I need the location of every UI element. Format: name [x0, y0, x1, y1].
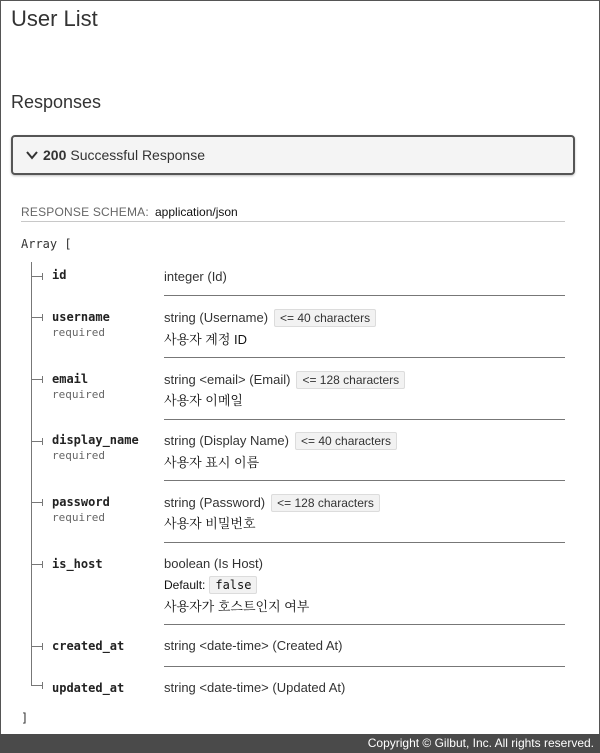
schema-label: RESPONSE SCHEMA:: [21, 205, 149, 219]
page-title: User List: [11, 6, 98, 31]
property-name: username: [52, 310, 110, 324]
constraint-badge: <= 128 characters: [271, 494, 380, 512]
property-type: [164, 432, 397, 450]
property-type: string <date-time> (Created At): [164, 638, 343, 653]
response-schema-row: [21, 200, 565, 222]
property-description: 사용자 이메일: [164, 393, 243, 408]
property-separator: [164, 666, 565, 667]
property-type: string <date-time> (Updated At): [164, 680, 346, 695]
property-description: 사용자 표시 이름: [164, 455, 260, 470]
property-name: is_host: [52, 557, 103, 571]
tree-branch: [31, 502, 42, 503]
default-value: false: [209, 576, 257, 594]
responses-heading: Responses: [11, 92, 102, 112]
tree-branch: [31, 564, 42, 565]
type-text: string (Password): [164, 495, 266, 510]
tree-line: [31, 262, 32, 685]
tree-branch: [31, 441, 42, 442]
property-required: required: [52, 388, 105, 401]
property-name: display_name: [52, 433, 139, 447]
property-name: created_at: [52, 639, 125, 653]
property-type: [164, 494, 380, 512]
property-name: updated_at: [52, 681, 125, 695]
property-separator: [164, 295, 565, 296]
schema-content-type: application/json: [155, 205, 238, 219]
property-name: password: [52, 495, 110, 509]
property-separator: [164, 357, 565, 358]
response-200-toggle[interactable]: [11, 135, 575, 175]
property-description: 사용자가 호스트인지 여부: [164, 599, 310, 614]
type-text: string (Display Name): [164, 433, 289, 448]
property-separator: [164, 480, 565, 481]
property-separator: [164, 542, 565, 543]
copyright-footer: Copyright © Gilbut, Inc. All rights reserved.: [0, 734, 600, 753]
response-label: Successful Response: [70, 147, 205, 163]
default-label: Default:: [164, 578, 206, 592]
array-close: ]: [21, 711, 29, 725]
property-name: email: [52, 372, 89, 386]
array-open: Array [: [21, 237, 72, 251]
property-description: 사용자 비밀번호: [164, 516, 256, 531]
tree-branch-last: [31, 685, 42, 686]
constraint-badge: <= 40 characters: [295, 432, 397, 450]
property-type: [164, 371, 405, 389]
response-code: 200: [43, 147, 67, 163]
property-separator: [164, 624, 565, 625]
property-type: integer (Id): [164, 269, 227, 284]
tree-branch: [31, 317, 42, 318]
tree-branch: [31, 276, 42, 277]
chevron-down-icon: [25, 148, 39, 162]
tree-branch: [31, 646, 42, 647]
property-type: [164, 309, 376, 327]
property-description: 사용자 계정 ID: [164, 332, 248, 347]
property-separator: [164, 419, 565, 420]
property-name: id: [52, 268, 67, 282]
property-required: required: [52, 449, 105, 462]
constraint-badge: <= 40 characters: [274, 309, 376, 327]
type-text: string (Username): [164, 310, 269, 325]
property-required: required: [52, 511, 105, 524]
type-text: string <email> (Email): [164, 372, 291, 387]
property-required: required: [52, 326, 105, 339]
tree-branch: [31, 379, 42, 380]
constraint-badge: <= 128 characters: [296, 371, 405, 389]
property-default: [164, 576, 257, 594]
property-type: boolean (Is Host): [164, 556, 263, 571]
